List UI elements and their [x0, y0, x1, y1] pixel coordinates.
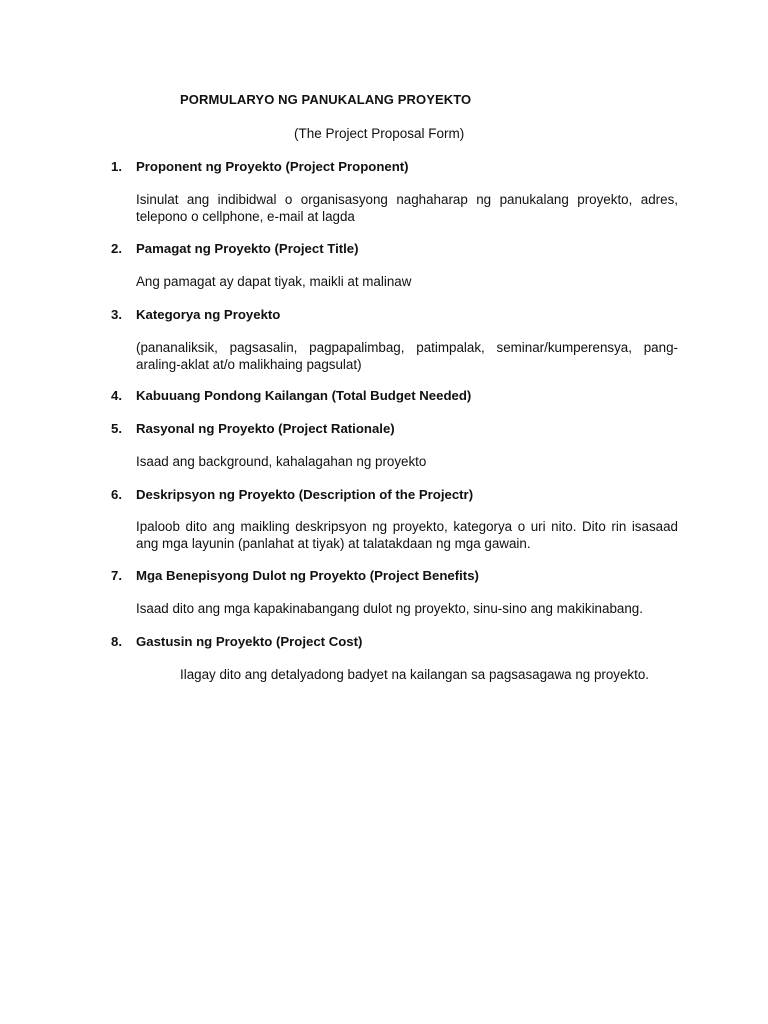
section-heading-5 — [111, 421, 395, 436]
section-title: Gastusin ng Proyekto (Project Cost) — [136, 634, 363, 649]
document-subtitle: (The Project Proposal Form) — [294, 126, 465, 141]
section-title: Deskripsyon ng Proyekto (Description of the Projectr) — [136, 487, 474, 502]
document-title: PORMULARYO NG PANUKALANG PROYEKTO — [180, 92, 472, 107]
section-heading-8 — [111, 634, 362, 649]
section-heading-1 — [111, 159, 409, 174]
section-text-1: Isinulat ang indibidwal o organisasyong naghaharap ng panukalang proyekto, adres, telepono o cellphone, e-mail at lagda — [136, 192, 678, 224]
section-text-3: (pananaliksik, pagsasalin, pagpapalimbag, patimpalak, seminar/kumperensya, pang-araling-aklat at/o malikhaing pagsulat) — [136, 340, 678, 372]
section-text-8: Ilagay dito ang detalyadong badyet na kailangan sa pagsasagawa ng proyekto. — [180, 667, 650, 682]
section-text-2: Ang pamagat ay dapat tiyak, maikli at malinaw — [136, 274, 412, 289]
section-title: Kategorya ng Proyekto — [136, 307, 281, 322]
section-heading-7 — [111, 568, 479, 583]
section-title: Rasyonal ng Proyekto (Project Rationale) — [136, 421, 395, 436]
section-number: 3. — [111, 307, 122, 322]
section-number: 5. — [111, 421, 122, 436]
section-number: 1. — [111, 159, 122, 174]
section-number: 7. — [111, 568, 122, 583]
section-heading-6 — [111, 487, 473, 502]
section-number: 8. — [111, 634, 122, 649]
section-text-5: Isaad ang background, kahalagahan ng proyekto — [136, 454, 427, 469]
section-title: Proponent ng Proyekto (Project Proponent) — [136, 159, 409, 174]
section-title: Pamagat ng Proyekto (Project Title) — [136, 241, 359, 256]
section-text-7: Isaad dito ang mga kapakinabangang dulot ng proyekto, sinu-sino ang makikinabang. — [136, 601, 643, 616]
section-number: 6. — [111, 487, 122, 502]
section-heading-2 — [111, 241, 359, 256]
section-number: 4. — [111, 388, 122, 403]
section-heading-3 — [111, 307, 280, 322]
section-text-6: Ipaloob dito ang maikling deskripsyon ng proyekto, kategorya o uri nito. Dito rin isasaad ang mga layunin (panlahat at tiyak) at talatakdaan ng mga gawain. — [136, 519, 678, 551]
section-title: Kabuuang Pondong Kailangan (Total Budget Needed) — [136, 388, 472, 403]
section-number: 2. — [111, 241, 122, 256]
section-heading-4 — [111, 388, 471, 403]
section-title: Mga Benepisyong Dulot ng Proyekto (Project Benefits) — [136, 568, 479, 583]
